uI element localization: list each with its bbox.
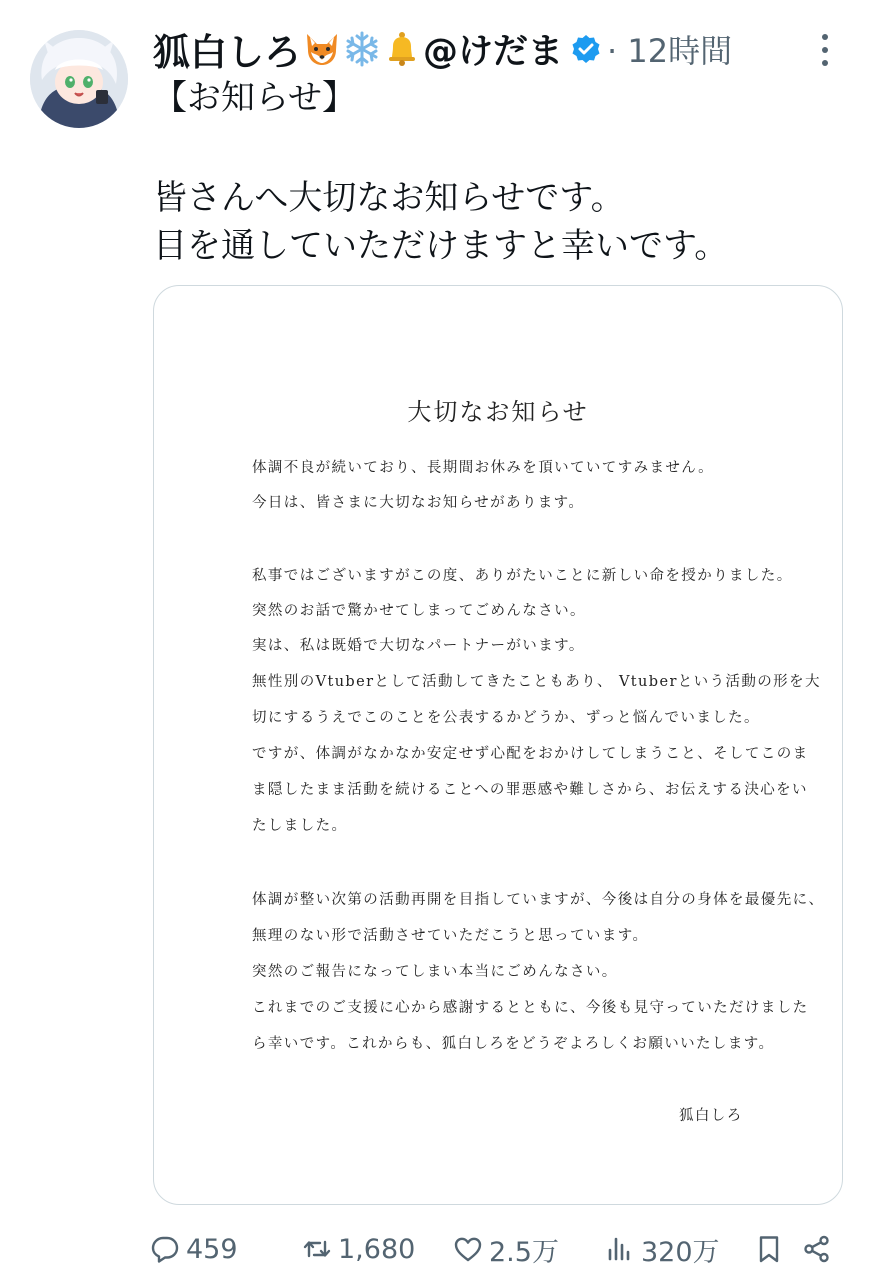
- notice-line: ですが、体調がなかなか安定せず心配をおかけしてしまうこと、そしてこのま: [252, 746, 809, 762]
- views-chart-icon: [605, 1234, 635, 1264]
- notice-line: 私事ではございますがこの度、ありがたいことに新しい命を授かりました。: [252, 568, 793, 584]
- notice-line: 無性別のVtuberとして活動してきたこともあり、 Vtuberという活動の形を大: [252, 674, 821, 690]
- tweet-header: [153, 24, 732, 74]
- tweet-action-bar: [150, 1224, 840, 1274]
- handle[interactable]: @けだま: [423, 32, 564, 72]
- notice-line: 体調不良が続いており、長期間お休みを頂いていてすみません。: [252, 460, 714, 476]
- tweet-time[interactable]: · 12時間: [607, 32, 733, 70]
- tweet-text-blank-line: [153, 122, 728, 174]
- bookmark-button[interactable]: [754, 1224, 790, 1274]
- like-count: 2.5万: [489, 1236, 559, 1268]
- reply-icon: [150, 1234, 180, 1264]
- more-options-button[interactable]: [812, 30, 838, 70]
- verified-badge-icon: [571, 34, 601, 64]
- share-icon: [802, 1234, 832, 1264]
- notice-line: 切にするうえでこのことを公表するかどうか、ずっと悩んでいました。: [252, 710, 760, 726]
- repost-button[interactable]: [302, 1224, 415, 1274]
- bell-emoji-icon: [383, 30, 421, 68]
- notice-line: たしました。: [252, 818, 348, 834]
- notice-line: 突然のお話で驚かせてしまってごめんなさい。: [252, 603, 586, 619]
- notice-document: [154, 286, 842, 1204]
- dot-icon: [822, 47, 828, 53]
- notice-line: 突然のご報告になってしまい本当にごめんなさい。: [252, 964, 618, 980]
- bookmark-icon: [754, 1234, 784, 1264]
- tweet-text-line: 皆さんへ大切なお知らせです。: [153, 178, 625, 218]
- repost-icon: [302, 1234, 332, 1264]
- reply-count: 459: [186, 1233, 238, 1265]
- notice-line: ま隠したまま活動を続けることへの罪悪感や難しさから、お伝えする決心をい: [252, 782, 808, 798]
- dot-icon: [822, 34, 828, 40]
- notice-line: これまでのご支援に心から感謝するとともに、今後も見守っていただけました: [252, 1000, 809, 1016]
- notice-line: 無理のない形で活動させていただこうと思っています。: [252, 928, 649, 944]
- heart-icon: [453, 1234, 483, 1264]
- snowflake-emoji-icon: [343, 30, 381, 68]
- avatar[interactable]: [30, 30, 128, 128]
- notice-line: 今日は、皆さまに大切なお知らせがあります。: [252, 495, 585, 511]
- fox-emoji-icon: [303, 30, 341, 68]
- notice-line: 実は、私は既婚で大切なパートナーがいます。: [252, 638, 585, 654]
- dot-icon: [822, 60, 828, 66]
- notice-line: 体調が整い次第の活動再開を目指していますが、今後は自分の身体を最優先に、: [252, 892, 825, 908]
- reply-button[interactable]: [150, 1224, 238, 1274]
- notice-title: 大切なお知らせ: [407, 398, 589, 426]
- attached-image[interactable]: [153, 285, 843, 1205]
- notice-signature: 狐白しろ: [679, 1108, 743, 1124]
- notice-line: ら幸いです。これからも、狐白しろをどうぞよろしくお願いいたします。: [252, 1036, 775, 1052]
- tweet-text-line: 目を通していただけますと幸いです。: [153, 226, 729, 266]
- repost-count: 1,680: [338, 1233, 416, 1265]
- display-name[interactable]: 狐白しろ: [153, 31, 301, 74]
- tweet-text-line: 【お知らせ】: [153, 78, 356, 118]
- views-button[interactable]: [605, 1224, 720, 1274]
- like-button[interactable]: [453, 1224, 559, 1274]
- tweet-text: [153, 74, 728, 270]
- view-count: 320万: [641, 1236, 720, 1268]
- share-button[interactable]: [802, 1224, 838, 1274]
